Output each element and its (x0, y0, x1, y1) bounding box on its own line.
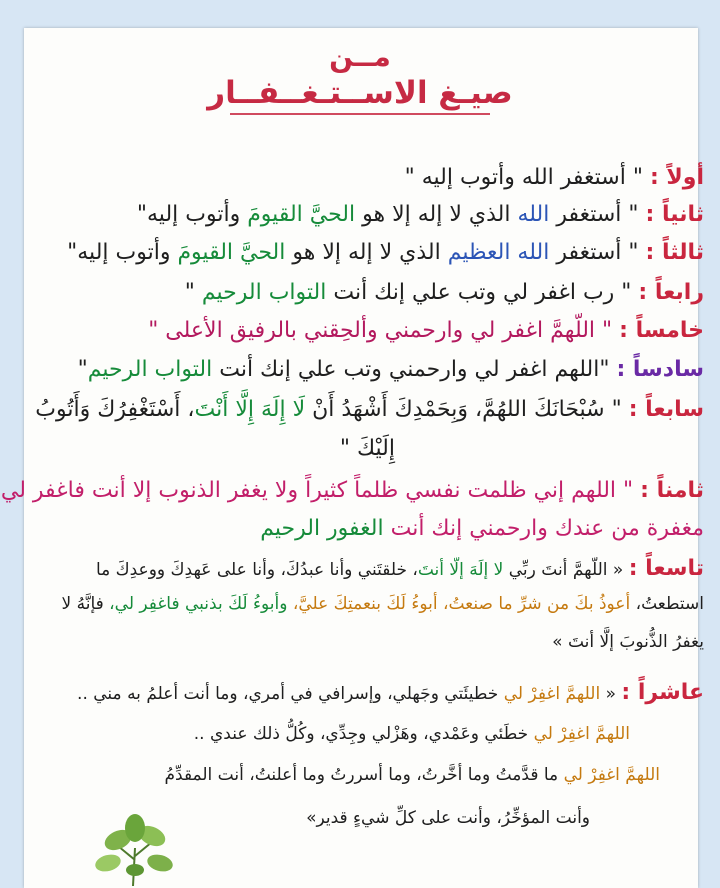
item-text: " أستغفر الله وأتوب إليه " (404, 165, 650, 190)
divine-name: الله (517, 202, 550, 227)
item-label: ثانياً : (645, 202, 704, 227)
item-text: وأنت المؤخِّرُ، وأنت على كلِّ شيءٍ قدير» (306, 808, 590, 828)
item-text: الذي لا إله إلا هو (285, 240, 448, 265)
confession-phrase: وأبوءُ لَكَ بذنبي فاغفِر لي، (109, 594, 288, 614)
item-9-line-3 (8, 632, 704, 652)
item-text: وأتوب إليه" (136, 202, 248, 227)
supplication-phrase: اللهمَّ اغفِرْ لي (503, 684, 601, 704)
item-text: " اللّهمَّ اغفر لي وارحمني وألحِقني بالرفيق الأعلى " (148, 318, 620, 343)
item-text: « (600, 684, 622, 704)
item-text: استطعتُ، (630, 594, 704, 614)
item-text: " سُبْحَانَكَ اللهُمَّ، وَبِحَمْدِكَ أَشْهَدُ أَنْ (305, 397, 629, 422)
item-text: ما قدَّمتُ وما أخَّرتُ، وما أسررتُ وما أعلنتُ، أنت المقدِّمُ (164, 765, 564, 785)
item-1 (8, 165, 704, 191)
item-text: " (184, 280, 202, 305)
item-9-line-2 (8, 594, 704, 614)
item-10-line-2 (8, 724, 630, 744)
item-6 (8, 357, 704, 383)
item-text: " رب اغفر لي وتب علي إنك أنت (326, 280, 639, 305)
item-text: " أستغفر (549, 202, 646, 227)
divine-attributes: التواب الرحيم (87, 357, 213, 382)
item-10-line-1 (8, 680, 704, 706)
divine-attributes: الحيَّ القيومَ (177, 240, 286, 265)
item-text: ، أَسْتَغْفِرُكَ وَأَتُوبُ (35, 397, 195, 422)
item-text: إِلَيْكَ " (339, 436, 395, 461)
item-text: " اللهم إني ظلمت نفسي ظلماً كثيراً ولا يغفر الذنوب إلا أنت فاغفر لي (0, 478, 641, 503)
item-8-line-2 (8, 516, 704, 542)
item-label: عاشراً : (621, 680, 704, 705)
item-9-line-1 (8, 556, 704, 582)
tawhid-phrase: لا إلَهَ إلّا أنتَ (417, 560, 504, 580)
tawhid-phrase: لَا إِلَهَ إِلَّا أَنْتَ (194, 397, 306, 422)
item-text: وأتوب إليه" (67, 240, 178, 265)
divine-attributes: التواب الرحيم (201, 280, 327, 305)
item-text: "اللهم اغفر لي وارحمني وتب علي إنك أنت (212, 357, 617, 382)
item-label: سادساً : (616, 357, 704, 382)
title-line-1: مــن (329, 40, 391, 73)
item-label: تاسعاً : (628, 556, 704, 581)
title-underline (230, 113, 490, 115)
item-label: ثامناً : (640, 478, 704, 503)
item-text: خطيئَتي وجَهلي، وإسرافي في أمري، وما أنت أعلمُ به مني .. (77, 684, 504, 704)
supplication-phrase: اللهمَّ اغفِرْ لي (563, 765, 660, 785)
item-text: ، خلقتَني وأنا عبدُكَ، وأنا على عَهدِكَ ووعدِكَ ما (95, 560, 418, 580)
item-label: خامساً : (619, 318, 704, 343)
item-text: " أستغفر (549, 240, 646, 265)
item-label: سابعاً : (628, 397, 704, 422)
item-7-line-2 (8, 436, 395, 462)
item-5 (8, 318, 704, 344)
divine-attributes: الحيَّ القيومَ (247, 202, 356, 227)
item-7-line-1 (8, 397, 704, 423)
item-2 (8, 202, 704, 228)
item-3 (8, 240, 704, 266)
item-label: ثالثاً : (645, 240, 704, 265)
item-text: " (77, 357, 88, 382)
title-text: صيـغ الاســتـغــفــار (207, 75, 513, 111)
item-10-line-3 (8, 765, 660, 785)
mint-leaves-icon (88, 808, 178, 886)
supplication-phrase: اللهمَّ اغفِرْ لي (533, 724, 630, 744)
divine-attributes: الغفور الرحيم (260, 516, 384, 541)
item-label: رابعاً : (638, 280, 704, 305)
item-4 (8, 280, 704, 306)
item-text: « اللّهمَّ أنتَ ربِّي (503, 560, 629, 580)
title-line-2 (0, 75, 720, 115)
item-text: مغفرة من عندك وارحمني إنك أنت (383, 516, 704, 541)
refuge-phrase: أعوذُ بكَ من شرِّ ما صنعتُ، أبوءُ لَكَ بنعمتِكَ عليَّ، (292, 594, 631, 614)
divine-name: الله العظيم (447, 240, 550, 265)
item-label: أولاً : (649, 165, 704, 190)
item-text: فإنَّهُ لا (61, 594, 110, 614)
item-text: يغفرُ الذُّنوبَ إلَّا أنتَ » (552, 632, 704, 652)
item-text: الذي لا إله إلا هو (355, 202, 518, 227)
item-text: خطَئي وعَمْدي، وهَزْلي وجِدِّي، وكُلُّ ذلك عندي .. (193, 724, 534, 744)
item-8-line-1 (0, 478, 704, 504)
